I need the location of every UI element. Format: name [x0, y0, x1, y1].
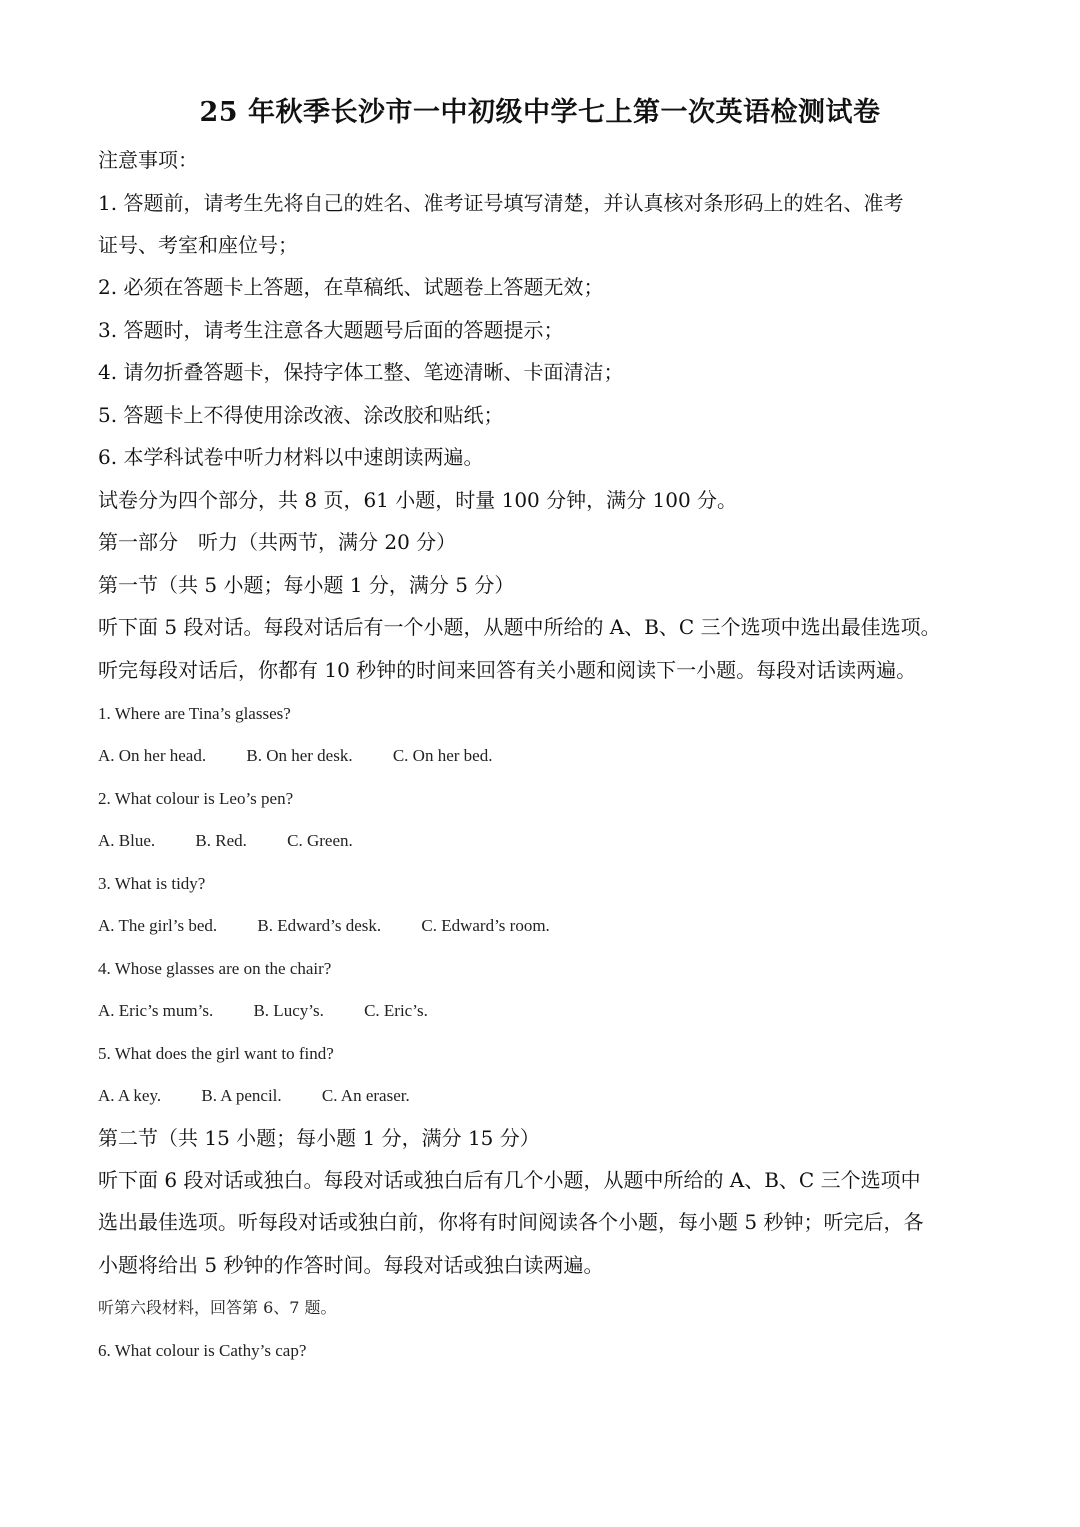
- question-2-options: [98, 827, 998, 855]
- section1-instruction-2: 听完每段对话后，你都有 10 秒钟的时间来回答有关小题和阅读下一小题。每段对话读两遍。: [98, 658, 917, 682]
- question-1-options: [98, 742, 998, 770]
- note-item-6: 6. 本学科试卷中听力材料以中速朗读两遍。: [98, 445, 484, 469]
- question-6: 6. What colour is Cathy’s cap?: [98, 1341, 307, 1360]
- exam-title: 25 年秋季长沙市一中初级中学七上第一次英语检测试卷: [199, 97, 881, 128]
- question-3-option-c: C. Edward’s room.: [421, 916, 550, 935]
- question-5-option-a: A. A key.: [98, 1086, 162, 1105]
- notes-heading: 注意事项：: [98, 148, 198, 172]
- section1-instruction-1: 听下面 5 段对话。每段对话后有一个小题，从题中所给的 A、B、C 三个选项中选出最佳选项。: [98, 615, 941, 639]
- question-2-option-b: B. Red.: [195, 831, 247, 850]
- material-note: 听第六段材料，回答第 6、7 题。: [98, 1298, 337, 1317]
- section2-instruction-3: 小题将给出 5 秒钟的作答时间。每段对话或独白读两遍。: [98, 1253, 604, 1277]
- question-2: 2. What colour is Leo’s pen?: [98, 789, 294, 808]
- question-3-options: [98, 912, 998, 940]
- note-item-5: 5. 答题卡上不得使用涂改液、涂改胶和贴纸；: [98, 403, 504, 427]
- question-5-option-c: C. An eraser.: [321, 1086, 410, 1105]
- question-4-option-b: B. Lucy’s.: [253, 1001, 324, 1020]
- question-4-option-c: C. Eric’s.: [364, 1001, 428, 1020]
- question-5-options: [98, 1082, 998, 1110]
- question-1-option-a: A. On her head.: [98, 746, 207, 765]
- section2-instruction-1: 听下面 6 段对话或独白。每段对话或独白后有几个小题，从题中所给的 A、B、C 三个选项中: [98, 1168, 921, 1192]
- question-2-option-a: A. Blue.: [98, 831, 156, 850]
- question-4-options: [98, 997, 998, 1025]
- question-1-option-b: B. On her desk.: [246, 746, 353, 765]
- question-4: 4. Whose glasses are on the chair?: [98, 959, 332, 978]
- question-2-option-c: C. Green.: [287, 831, 353, 850]
- note-item-2: 2. 必须在答题卡上答题，在草稿纸、试题卷上答题无效；: [98, 275, 604, 299]
- question-1-option-c: C. On her bed.: [392, 746, 493, 765]
- question-5-option-b: B. A pencil.: [201, 1086, 282, 1105]
- note-item-1: 1. 答题前，请考生先将自己的姓名、准考证号填写清楚，并认真核对条形码上的姓名、准考: [98, 191, 904, 215]
- note-item-4: 4. 请勿折叠答题卡，保持字体工整、笔迹清晰、卡面清洁；: [98, 360, 624, 384]
- note-item-1-cont: 证号、考室和座位号；: [98, 233, 298, 257]
- question-3-option-a: A. The girl’s bed.: [98, 916, 218, 935]
- part1-heading: 第一部分 听力（共两节，满分 20 分）: [98, 530, 457, 554]
- question-5: 5. What does the girl want to find?: [98, 1044, 334, 1063]
- section2-instruction-2: 选出最佳选项。听每段对话或独白前，你将有时间阅读各个小题，每小题 5 秒钟；听完后，各: [98, 1210, 924, 1234]
- question-3: 3. What is tidy?: [98, 874, 206, 893]
- question-4-option-a: A. Eric’s mum’s.: [98, 1001, 214, 1020]
- exam-summary: 试卷分为四个部分，共 8 页，61 小题，时量 100 分钟，满分 100 分。: [98, 488, 738, 512]
- section2-heading: 第二节（共 15 小题；每小题 1 分，满分 15 分）: [98, 1126, 540, 1150]
- note-item-3: 3. 答题时，请考生注意各大题题号后面的答题提示；: [98, 318, 564, 342]
- question-3-option-b: B. Edward’s desk.: [257, 916, 382, 935]
- question-1: 1. Where are Tina’s glasses?: [98, 704, 291, 723]
- section1-heading: 第一节（共 5 小题；每小题 1 分，满分 5 分）: [98, 573, 515, 597]
